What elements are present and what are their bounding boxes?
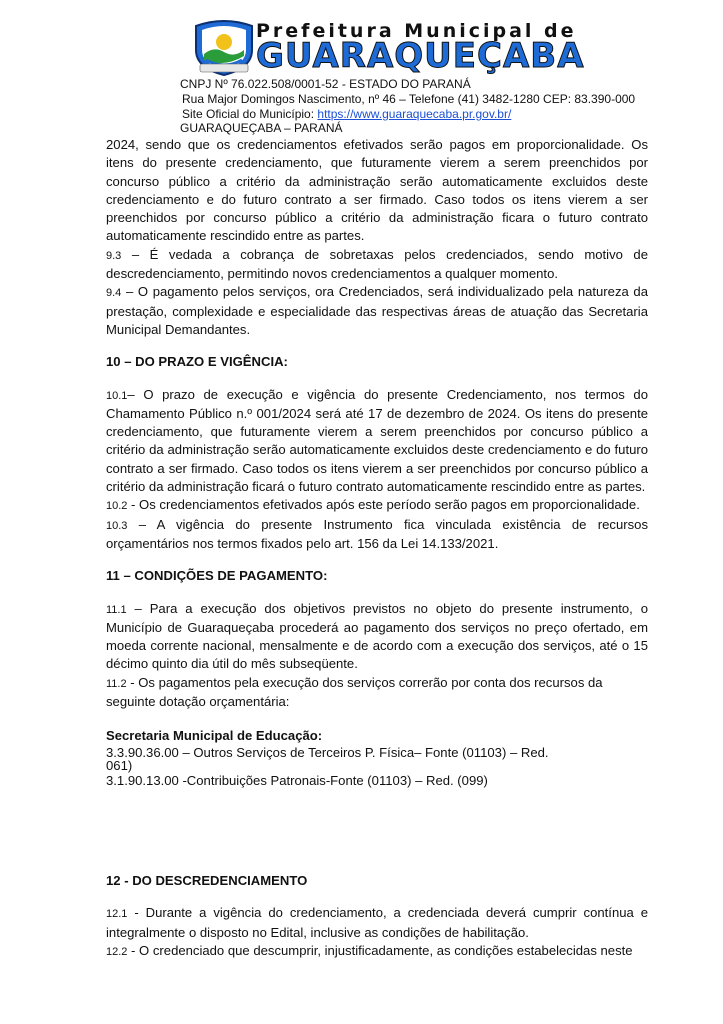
site-label: Site Oficial do Município: (182, 107, 318, 121)
coat-of-arms-icon (192, 20, 256, 76)
clause-12-2 (106, 942, 648, 961)
clause-12-1 (106, 904, 648, 942)
header-site-line (182, 107, 511, 122)
budget-line-2: 3.1.90.13.00 -Contribuições Patronais-Fonte (01103) – Red. (099) (106, 772, 488, 788)
brand-city-name: GUARAQUEÇABA (256, 36, 585, 76)
clause-10-3 (106, 516, 648, 554)
clause-number: 9.4 (106, 287, 122, 300)
clause-text: – A vigência do presente Instrumento fica vinculada existência de recursos orçamentários nos termos fixados pelo art. 156 da Lei 14.133/2021. (106, 516, 648, 551)
secretaria-title: Secretaria Municipal de Educação: (106, 728, 323, 744)
clause-10-1 (106, 386, 648, 497)
brand-title-top: Prefeitura Municipal de (256, 20, 577, 42)
clause-text: – Para a execução dos objetivos previstos no objeto do presente instrumento, o Município de Guaraqueçaba procederá ao pagamento dos serviços no preço ofertado, em moeda corrente nacional, mensalmente e de acordo com a execução dos serviços, até o 15 décimo quinto dia útil do mês subseqüente. (106, 600, 648, 672)
header-cnpj-line: CNPJ Nº 76.022.508/0001-52 - ESTADO DO PARANÁ (180, 77, 471, 91)
clause-text: – É vedada a cobrança de sobretaxas pelos credenciados, sendo motivo de descredenciamento, permitindo novos credenciamentos a qualquer momento. (106, 246, 648, 282)
clause-text: - Os pagamentos pela execução dos serviços correrão por conta dos recursos da seguinte dotação orçamentária: (106, 674, 603, 710)
clause-number: 12.1 (106, 908, 128, 921)
section-heading-10: 10 – DO PRAZO E VIGÊNCIA: (106, 354, 288, 370)
clause-11-1 (106, 600, 648, 674)
header-address-line: Rua Major Domingos Nascimento, nº 46 – Telefone (41) 3482-1280 CEP: 83.390-000 (182, 92, 636, 106)
clause-number: 12.2 (106, 945, 128, 958)
clause-text: – O pagamento pelos serviços, ora Credenciados, será individualizado pela natureza da prestação, complexidade e especialidade das respectivas áreas de atuação das Secretaria Municipal Demandantes. (106, 284, 648, 337)
clause-number: 10.1 (106, 389, 128, 402)
clause-11-2 (106, 674, 648, 712)
section-heading-12: 12 - DO DESCREDENCIAMENTO (106, 872, 308, 888)
clause-10-2 (106, 496, 648, 515)
clause-text: - O credenciado que descumprir, injustificadamente, as condições estabelecidas neste (127, 942, 633, 958)
clause-9-3 (106, 246, 648, 284)
clause-number: 10.3 (106, 519, 128, 532)
paragraph-intro: 2024, sendo que os credenciamentos efetivados serão pagos em proporcionalidade. Os itens do presente credenciamento, que futuramente vierem a serem preenchidos por concurso público a critério da administração serão automaticamente excluidos deste credenciamento e do futuro contrato a ser firmado. Caso todos os itens vierem a ser preenchidos por concurso público a critério da administração ficara o futuro contrato automaticamente rescindido entre as partes. (106, 137, 648, 244)
header-location-line: GUARAQUEÇABA – PARANÁ (180, 121, 343, 135)
document-body (106, 136, 648, 961)
clause-number: 10.2 (106, 500, 128, 513)
budget-line-1: 3.3.90.36.00 – Outros Serviços de Terceiros P. Física– Fonte (01103) – Red. (106, 744, 549, 760)
clause-text: – O prazo de execução e vigência do presente Credenciamento, nos termos do Chamamento Público n.º 001/2024 será até 17 de dezembro de 2024. Os itens do presente credenciamento, que futuramente vierem a serem preenchidos por concurso público a critério da administração serão automaticamente excluidos deste credenciamento e do futuro contrato a ser firmado. Caso todos os itens vierem a ser preenchidos por concurso público a critério da administração ficará o futuro contrato automaticamente rescindido entre as partes. (106, 386, 648, 495)
site-link[interactable]: https://www.guaraquecaba.pr.gov.br/ (317, 107, 512, 121)
clause-text: - Durante a vigência do credenciamento, a credenciada deverá cumprir contínua e integralmente o disposto no Edital, inclusive as condições de habilitação. (106, 905, 648, 940)
clause-number: 9.3 (106, 249, 122, 262)
clause-9-4 (106, 283, 648, 339)
clause-number: 11.2 (106, 677, 127, 690)
clause-text: - Os credenciamentos efetivados após este período serão pagos em proporcionalidade. (127, 497, 640, 513)
clause-number: 11.1 (106, 603, 127, 616)
budget-line-1-cont: 061) (106, 757, 133, 773)
brand-block (256, 20, 585, 76)
section-heading-11: 11 – CONDIÇÕES DE PAGAMENTO: (106, 568, 328, 584)
